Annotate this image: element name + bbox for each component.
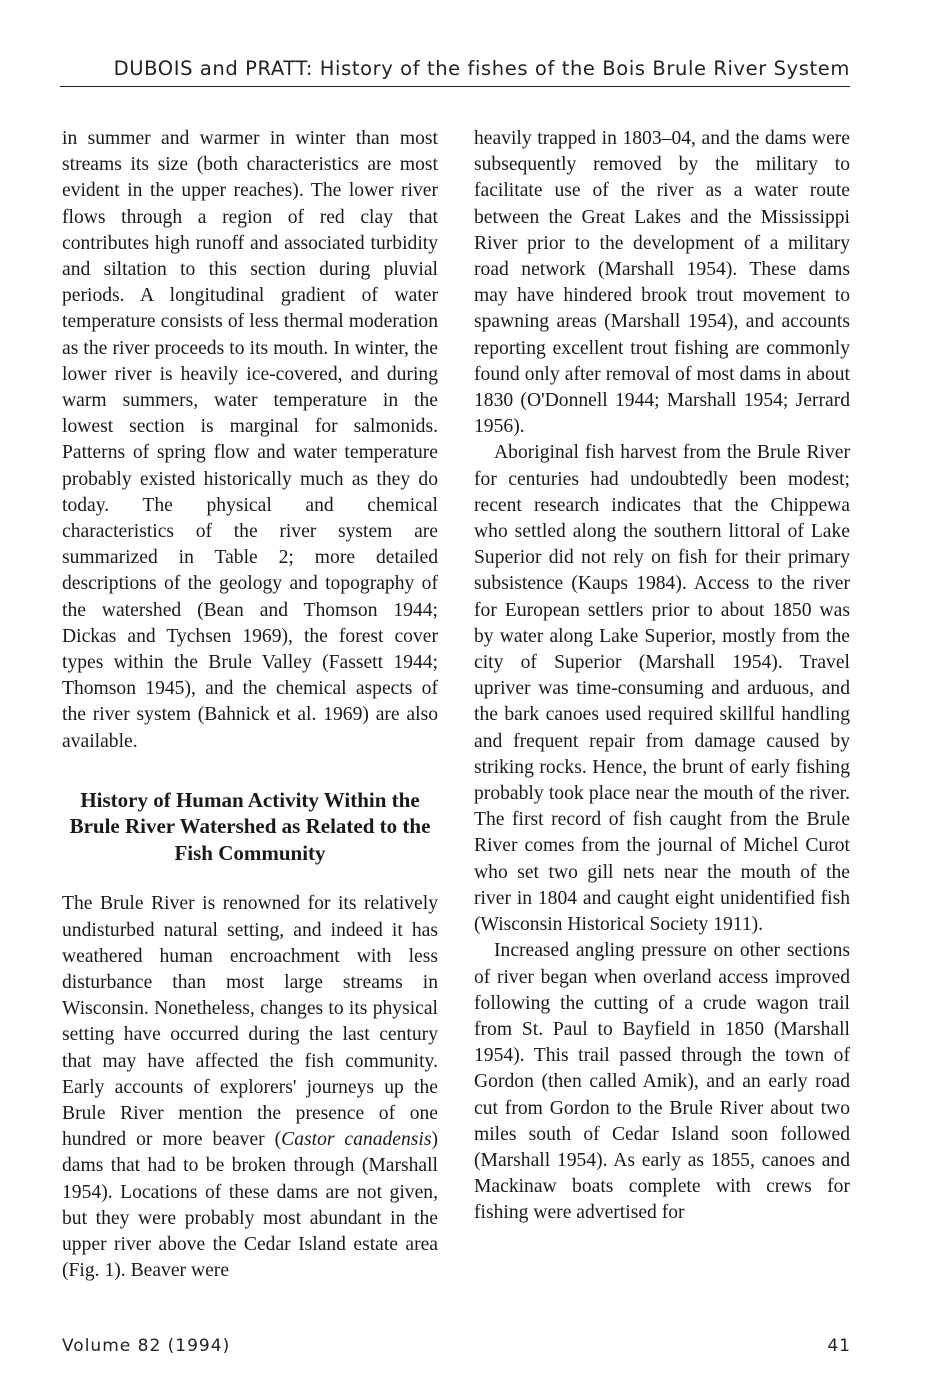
running-title: DUBOIS and PRATT: History of the fishes of the Bois Brule River System: [113, 57, 850, 80]
volume-label: Volume 82 (1994): [62, 1336, 231, 1356]
section-heading: History of Human Activity Within the Brule River Watershed as Related to the Fish Community: [69, 787, 431, 865]
left-paragraph-2: [62, 891, 438, 1284]
species-name: Castor canadensis: [281, 1129, 432, 1151]
left-paragraph-1: in summer and warmer in winter than most streams its size (both characteristics are most evident in the upper reaches). The lower river flows through a region of red clay that contributes high runoff and associated turbidity and siltation to this section during pluvial periods. A longitudinal gradient of water temperature consists of less thermal moderation as the river proceeds to its mouth. In winter, the lower river is heavily ice-covered, and during warm summers, water temperature in the lowest section is marginal for salmonids. Patterns of spring flow and water temperature probably existed historically much as they do today. The physical and chemical characteristics of the river system are summarized in Table 2; more detailed descriptions of the geology and topography of the watershed (Bean and Thomson 1944; Dickas and Tychsen 1969), the forest cover types within the Brule Valley (Fassett 1944; Thomson 1945), and the chemical aspects of the river system (Bahnick et al. 1969) are also available.: [62, 128, 438, 752]
left-paragraph-2-end: ) dams that had to be broken through (Marshall 1954). Locations of these dams are not given, but they were probably most abundant in the upper river above the Cedar Island estate area (Fig. 1). Beaver were: [62, 1129, 439, 1282]
right-paragraph-1: heavily trapped in 1803–04, and the dams were subsequently removed by the military to facilitate use of the river as a water route between the Great Lakes and the Mississippi River prior to the development of a military road network (Marshall 1954). These dams may have hindered brook trout movement to spawning areas (Marshall 1954), and accounts reporting excellent trout fishing are commonly found only after removal of most dams in about 1830 (O'Donnell 1944; Marshall 1954; Jerrard 1956).: [474, 128, 850, 438]
right-paragraph-2: Aboriginal fish harvest from the Brule River for centuries had undoubtedly been modest; recent research indicates that the Chippewa who settled along the southern littoral of Lake Superior did not rely on fish for their primary subsistence (Kaups 1984). Access to the river for European settlers prior to about 1850 was by water along Lake Superior, mostly from the city of Superior (Marshall 1954). Travel upriver was time-consuming and arduous, and the bark canoes used required skillful handling and frequent repair from damage caused by striking rocks. Hence, the brunt of early fishing probably took place near the mouth of the river. The first record of fish caught from the Brule River comes from the journal of Michel Curot who set two gill nets near the mouth of the river in 1804 and caught eight unidentified fish (Wisconsin Historical Society 1911).: [474, 442, 850, 936]
running-head: [60, 56, 850, 87]
left-column: [62, 126, 438, 1284]
page-number: 41: [827, 1336, 851, 1356]
left-paragraph-2-start: The Brule River is renowned for its relatively undisturbed natural setting, and indeed it has weathered human encroachment with less disturbance than most large streams in Wisconsin. Nonetheless, changes to its physical setting have occurred during the last century that may have affected the fish community. Early accounts of explorers' journeys up the Brule River mention the presence of one hundred or more beaver (: [62, 893, 438, 1151]
right-column: [474, 126, 850, 1227]
right-paragraph-3: Increased angling pressure on other sections of river began when overland access improved following the cutting of a crude wagon trail from St. Paul to Bayfield in 1850 (Marshall 1954). This trail passed through the town of Gordon (then called Amik), and an early road cut from Gordon to the Brule River about two miles south of Cedar Island soon followed (Marshall 1954). As early as 1855, canoes and Mackinaw boats complete with crews for fishing were advertised for: [474, 940, 850, 1224]
